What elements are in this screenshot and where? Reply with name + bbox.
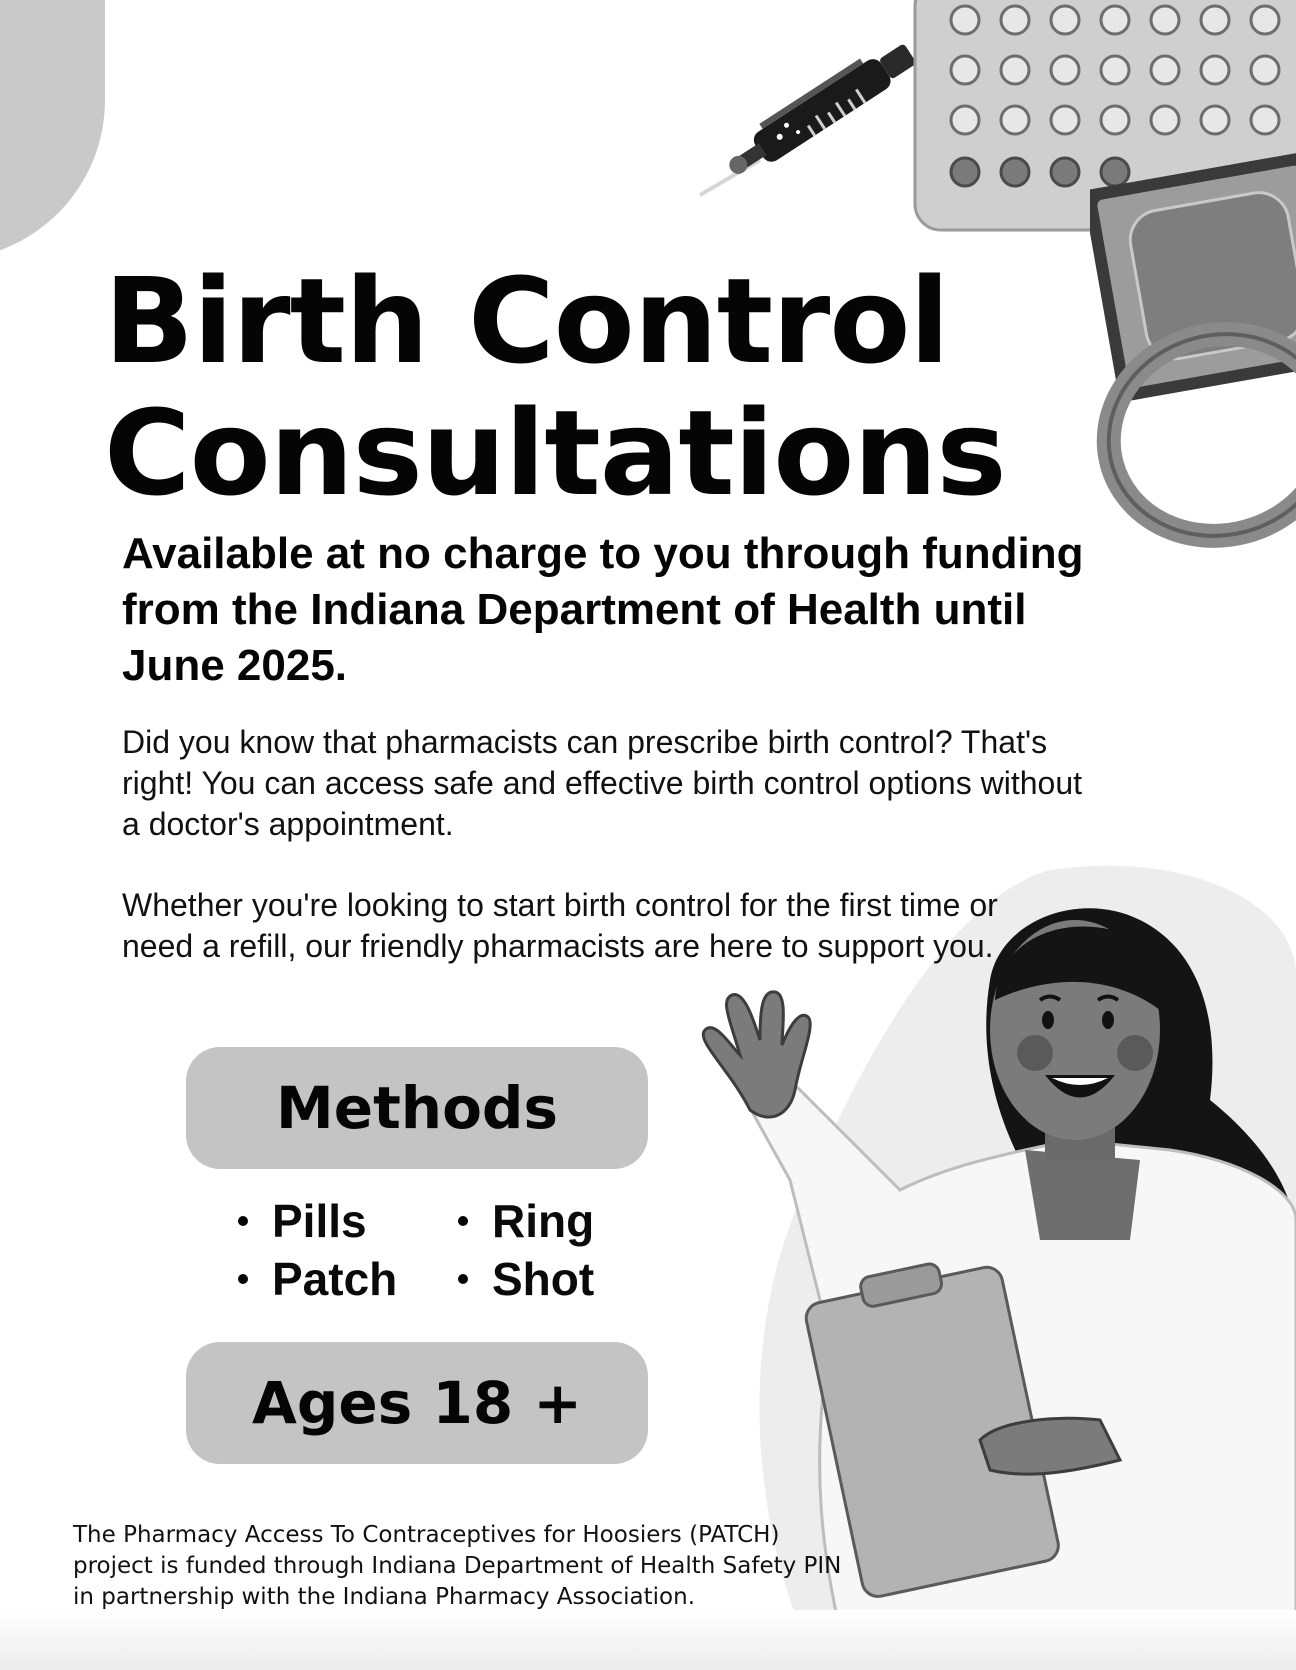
bullet-icon bbox=[458, 1216, 468, 1226]
methods-heading: Methods bbox=[276, 1074, 558, 1142]
corner-decoration bbox=[0, 0, 105, 260]
page-title bbox=[104, 252, 1006, 522]
list-item: Patch bbox=[238, 1253, 458, 1305]
bullet-icon bbox=[238, 1274, 248, 1284]
bullet-icon bbox=[238, 1216, 248, 1226]
title-line-1: Birth Control bbox=[104, 252, 949, 390]
methods-list bbox=[238, 1195, 658, 1305]
title-line-2: Consultations bbox=[104, 384, 1006, 522]
intro-paragraph: Did you know that pharmacists can prescribe birth control? That's right! You can access safe and effective birth control options without a doctor's appointment. bbox=[122, 724, 1082, 842]
list-item: Ring bbox=[458, 1195, 658, 1247]
bullet-icon bbox=[458, 1274, 468, 1284]
syringe-icon bbox=[690, 30, 940, 200]
list-item: Pills bbox=[238, 1195, 458, 1247]
ages-box bbox=[186, 1342, 648, 1464]
support-paragraph: Whether you're looking to start birth control for the first time or need a refill, our friendly pharmacists are here to support you. bbox=[122, 887, 998, 964]
methods-heading-box bbox=[186, 1047, 648, 1169]
footer-note: The Pharmacy Access To Contraceptives for Hoosiers (PATCH) project is funded through Indiana Department of Health Safety PIN in partnership with the Indiana Pharmacy Association. bbox=[73, 1522, 842, 1610]
bottom-fade bbox=[0, 1610, 1296, 1670]
funding-subtitle: Available at no charge to you through funding from the Indiana Department of Health until June 2025. bbox=[122, 529, 1084, 690]
ring-icon bbox=[1090, 320, 1296, 560]
ages-label: Ages 18 + bbox=[252, 1369, 582, 1437]
list-item: Shot bbox=[458, 1253, 658, 1305]
